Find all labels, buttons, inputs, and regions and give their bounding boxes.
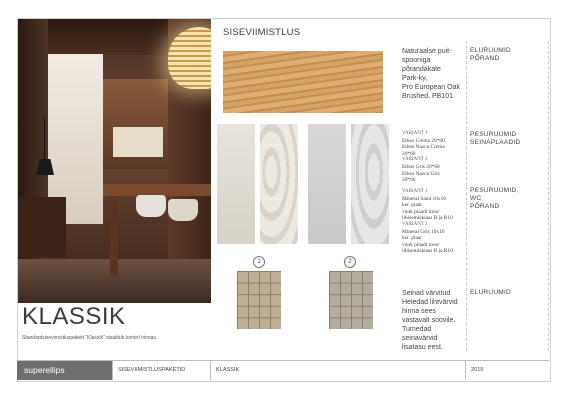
footer-package-name: KLASSIK [210, 361, 465, 380]
footer-package: SISEVIIMISTLUSPAKETID [112, 361, 210, 380]
variant-number-1: 1 [253, 256, 265, 268]
column-divider [466, 41, 467, 351]
footer-year: 2015 [465, 361, 549, 380]
section-title: SISEVIIMISTLUS [223, 27, 301, 38]
wall-tile-sample-gris [308, 124, 346, 244]
package-title: KLASSIK [22, 303, 126, 330]
wall-tile-sample-crema [217, 124, 255, 244]
living-wall-description: Seinad värvitud Heledad lihtvärvid hinna sees vastavalt soovile. Tumedad seinavärvid lisatasu eest. [402, 290, 458, 351]
room-label-living-walls: ELURUUMID [470, 289, 511, 296]
room-label-living-floor: ELURUUMID PÕRAND [470, 47, 511, 62]
floor-description: Naturaalse puit- spooniga põrandakate Park-ky, Pro European Oak Brushed, PB101 [402, 48, 460, 100]
bath-floor-description: VARIANT 1 Mineral Sand 10x10 ker. plaat vuuk plaadi toon/ libisemiskiass B ja R10 VARIANT 2 Mineral Gris 10x10 ker. plaat vuuk plaadi toon/ libisemiskiass B ja R10 [402, 189, 453, 255]
wall-tile-sample-nazca-gris [351, 124, 389, 244]
footer-bar [17, 360, 549, 380]
room-label-bath-walls: PESURUUMID SEINAPLAADID [470, 131, 521, 146]
spec-sheet [17, 18, 551, 382]
brand-logo: superellips [17, 361, 112, 380]
wall-tile-sample-nazca-crema [260, 124, 298, 244]
bath-wall-description: VARIANT 1 Ethos Crema 20*60 Ethos Nazca Crema 20*60 VARIANT 2 Ethos Gris 20*60 Ethos Nazca Gris 20*60 [402, 131, 445, 184]
variant-number-2: 2 [344, 256, 356, 268]
wood-floor-sample [223, 51, 383, 113]
interior-photo [18, 19, 211, 303]
package-caption: Standardsisevimistluspakett "Klassik" sisaldub korteri hinnas. [22, 335, 158, 341]
floor-tile-sample-sand [237, 271, 281, 329]
room-label-bath-floor: PESURUUMID, WC PÕRAND [470, 187, 519, 210]
floor-tile-sample-gris [329, 271, 373, 329]
column-divider [548, 41, 549, 351]
